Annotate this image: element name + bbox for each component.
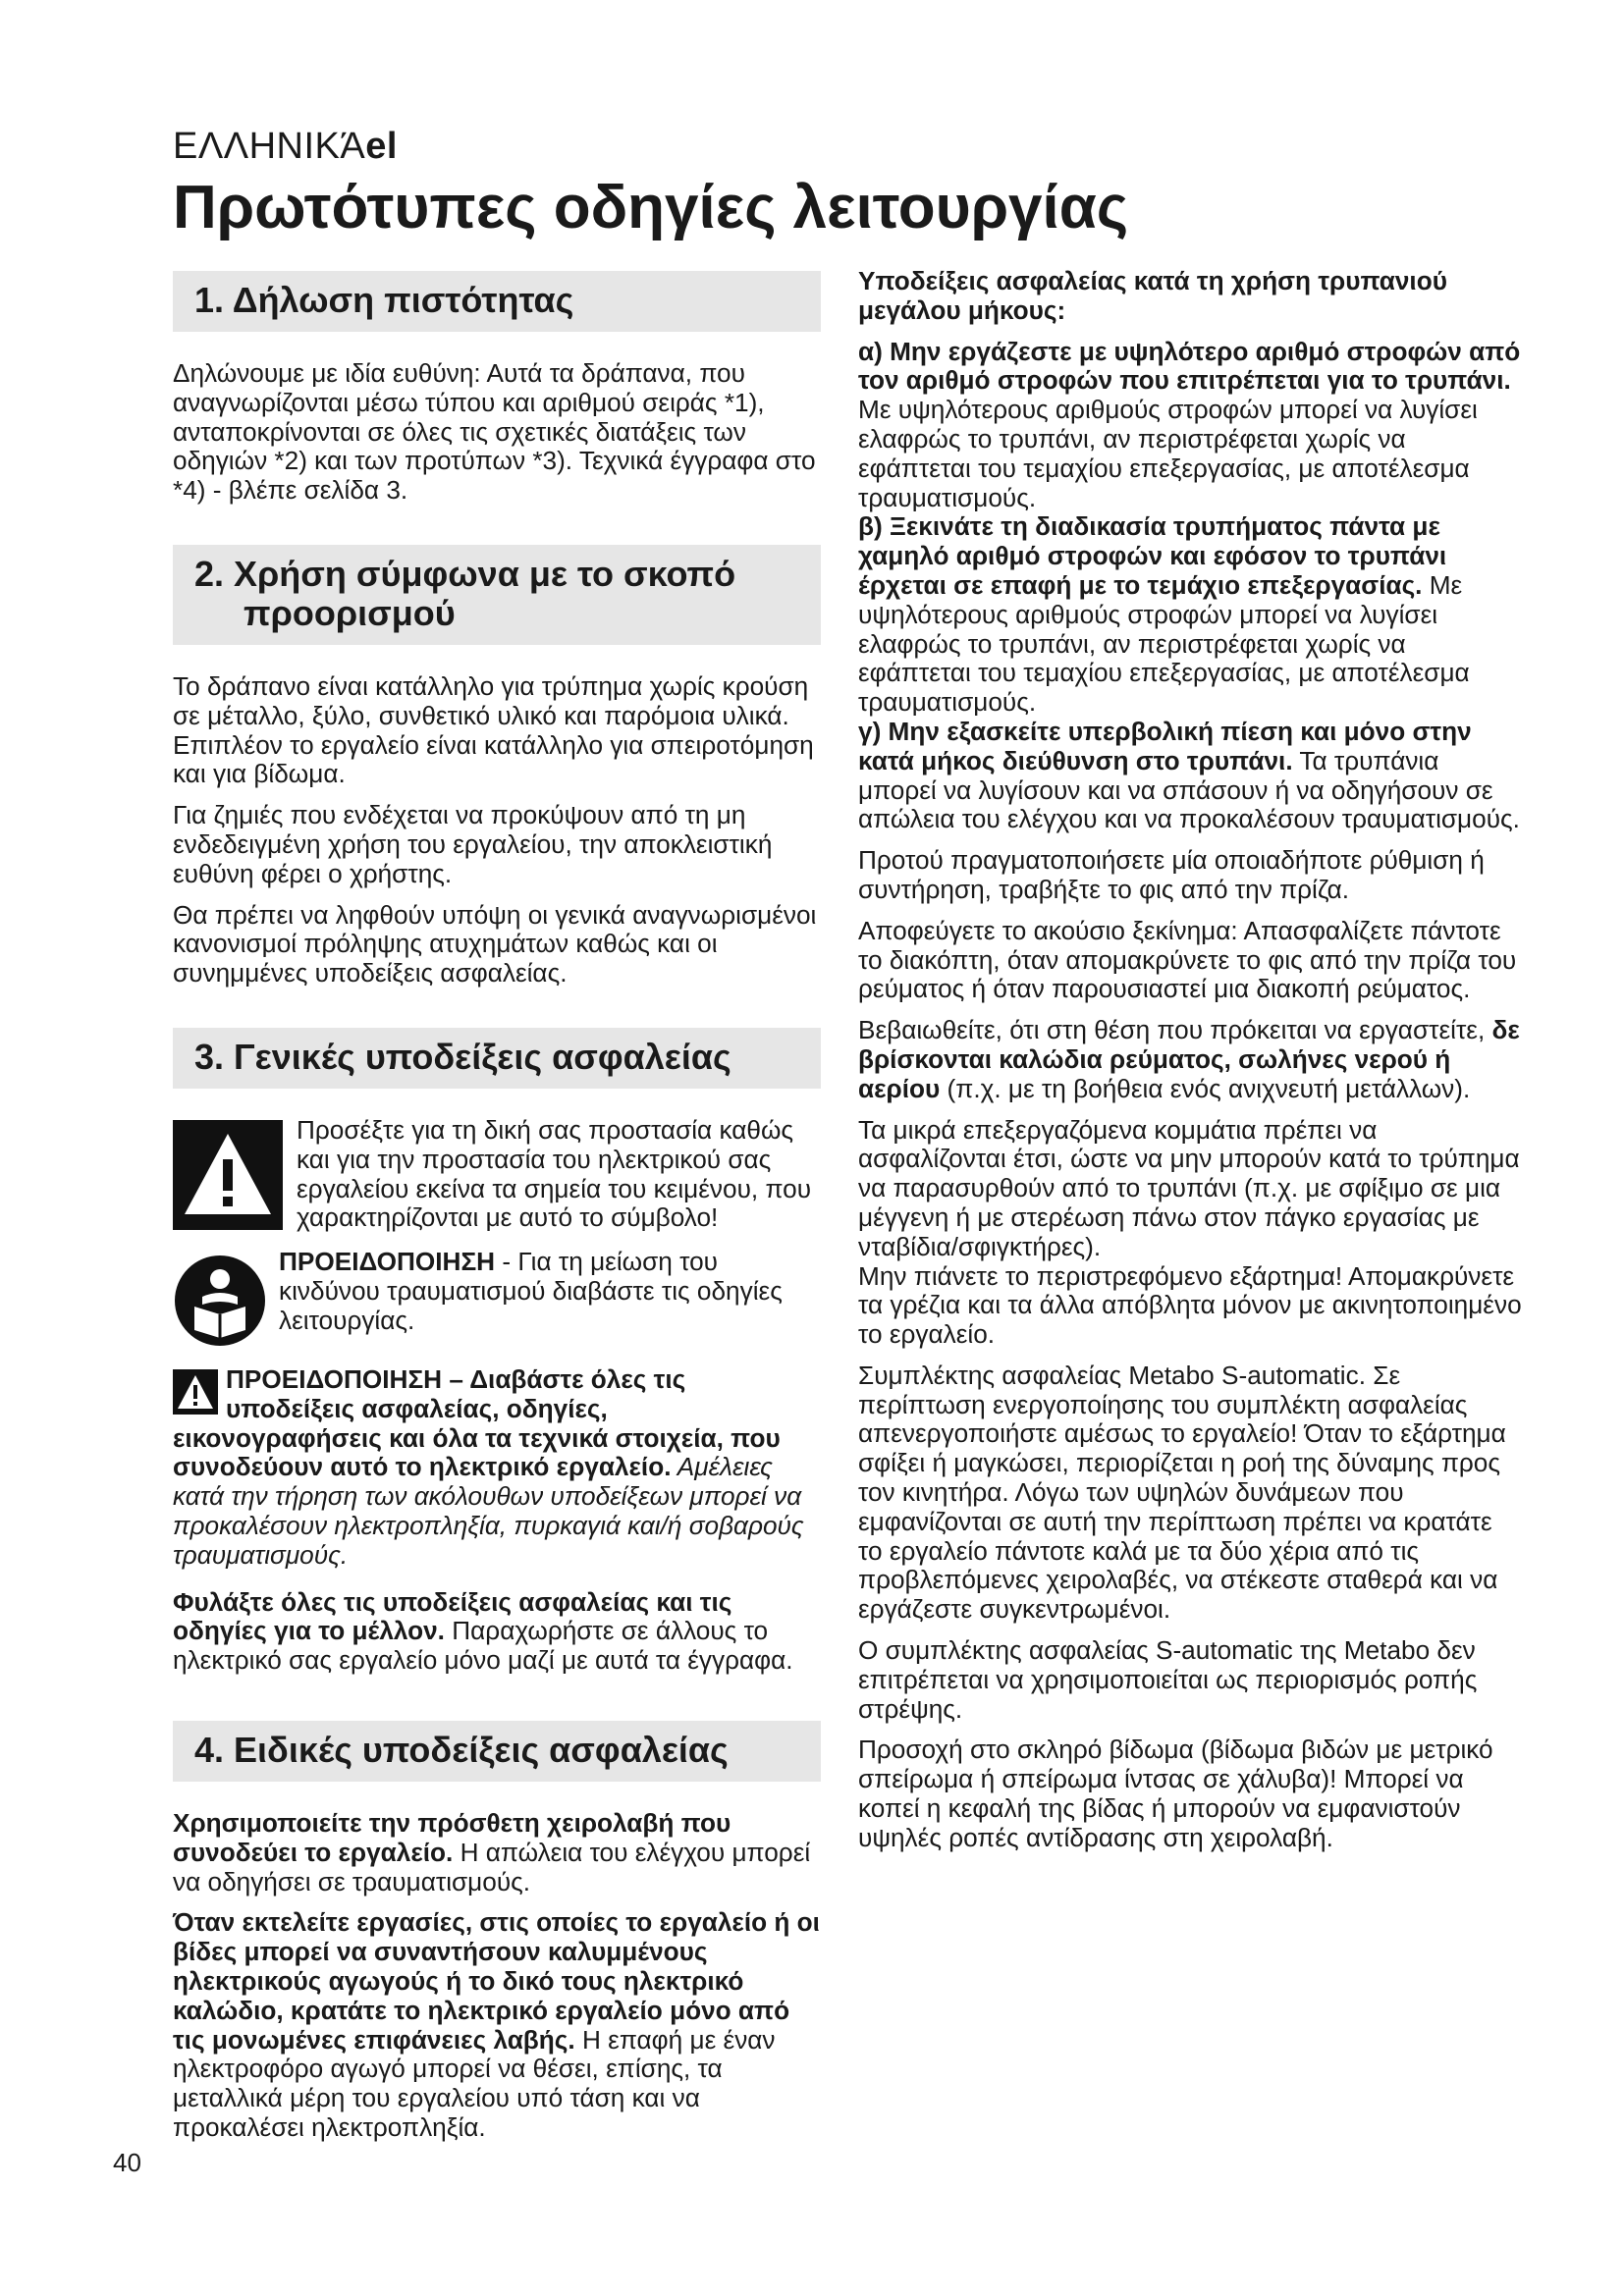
warning-symbol-note: Προσέξτε για τη δική σας προστασία καθώς και για την προστασία του ηλεκτρικού σας εργαλείου εκείνα τα σημεία του κειμένου, που χαρακτηρίζονται με αυτό το σύμβολο! [173,1116,821,1236]
keep-instructions-text: Φυλάξτε όλες τις υποδείξεις ασφαλείας και τις οδηγίες για το μέλλον. Παραχωρήστε σε άλλους το ηλεκτρικό σας εργαλείο μόνο μαζί με αυτά τα έγγραφα. [173,1586,793,1676]
small-warning-triangle-icon [173,1369,218,1415]
clutch-limitation-text: Ο συμπλέκτης ασφαλείας S-automatic της Metabo δεν επιτρέπεται να χρησιμοποιείται ως περιορισμός ροπής στρέψης. [858,1635,1478,1724]
read-all-warning: ΠΡΟΕΙΔΟΠΟΙΗΣΗ – Διαβάστε όλες τις υποδείξεις ασφαλείας, οδηγίες, εικονογραφήσεις και όλα τα τεχνικά στοιχεία, που συνοδεύουν αυτό το ηλεκτρικό εργαλείο. Αμέλειες κατά την τήρηση των ακόλουθων υποδείξεων μπορεί να προκαλέσουν ηλεκτροπληξία, πυρκαγιά και/ή σοβαρούς τραυματισμούς. [173,1364,804,1570]
hard-screwdriving-text: Προσοχή στο σκληρό βίδωμα (βίδωμα βιδών με μετρικό σπείρωμα ή σπείρωμα ίντσας σε χάλυβα)! Μπορεί να κοπεί η κεφαλή της βίδας ή μπορούν να εμφανιστούν υψηλές ροπές αντίδρασης στη χειρολαβή. [858,1735,1493,1852]
small-workpieces-text: Τα μικρά επεξεργαζόμενα κομμάτια πρέπει να ασφαλίζονται έτσι, ώστε να μην μπορούν κατά το τρύπημα να παρασυρθούν από το τρυπάνι (π.χ. με σφίξιμο σε μια μέγγενη ή με στερέωση πάνω στον πάγκο εργασίας με νταβίδια/σφιγκτήρες). [858,1114,1520,1261]
liability-text: Για ζημιές που ενδέχεται να προκύψουν από τη μη ενδεδειγμένη χρήση του εργαλείου, την αποκλειστική ευθύνη φέρει ο χρήστης. [173,800,773,888]
long-bit-heading: Υποδείξεις ασφαλείας κατά τη χρήση τρυπανιού μεγάλου μήκους: [858,266,1447,325]
hidden-lines-text: Βεβαιωθείτε, ότι στη θέση που πρόκειται να εργαστείτε, δε βρίσκονται καλώδια ρεύματος, σωλήνες νερού ή αερίου (π.χ. με τη βοήθεια ενός ανιχνευτή μετάλλων). [858,1015,1520,1103]
unintended-start-text: Αποφεύγετε το ακούσιο ξεκίνημα: Απασφαλίζετε πάντοτε το διακόπτη, όταν απομακρύνετε το φις από την πρίζα του ρεύματος ή όταν παρουσιαστεί μια διακοπή ρεύματος. [858,915,1517,1004]
page-number: 40 [113,2148,141,2177]
section-heading-2: 2. Χρήση σύμφωνα με το σκοπό προορισμού [173,545,821,645]
declaration-text: Δηλώνουμε με ιδία ευθύνη: Αυτά τα δράπανα, που αναγνωρίζονται μέσω τύπου και αριθμού σειράς *1), ανταποκρίνονται σε όλες τις σχετικές διατάξεις των οδηγιών *2) και των προτύπων *3). Τεχνικά έγγραφα στο *4) - βλέπε σελίδα 3. [173,358,816,506]
right-column [858,267,1522,1865]
safety-clutch-text: Συμπλέκτης ασφαλείας Metabo S-automatic. Σε περίπτωση ενεργοποίησης του συμπλέκτη ασφαλείας απενεργοποιήστε αμέσως το εργαλείο! Όταν το εξάρτημα σφίξει ή μαγκώσει, περιορίζεται η ροή της δύναμης προς τον κινητήρα. Λόγω των υψηλών δυνάμεων που εμφανίζονται σε αυτή την περίπτωση πρέπει να κρατάτε το εργαλείο πάντοτε καλά με τα δύο χέρια από τις προβλεπόμενες χειρολαβές, να στέκεστε σταθερά και να εργάζεστε συγκεντρωμένοι. [858,1360,1506,1625]
insulated-grip-text: Όταν εκτελείτε εργασίες, στις οποίες το εργαλείο ή οι βίδες μπορεί να συναντήσουν καλυμμένους ηλεκτρικούς αγωγούς ή το δικό τους ηλεκτρικό καλώδιο, κρατάτε το ηλεκτρικό εργαλείο μόνο από τις μονωμένες επιφάνειες λαβής. Η επαφή με έναν ηλεκτροφόρο αγωγό μπορεί να θέσει, επίσης, τα μεταλλικά μέρη του εργαλείου υπό τάση και να προκαλέσει ηλεκτροπληξία. [173,1907,820,2142]
read-manual-icon [173,1254,267,1348]
long-bit-item-c: γ) Μην εξασκείτε υπερβολική πίεση και μόνο στην κατά μήκος διεύθυνση στο τρυπάνι. Τα τρυπάνια μπορεί να λυγίσουν και να σπάσουν ή να οδηγήσουν σε απώλεια του ελέγχου και να προκαλέσουν τραυματισμούς. [858,716,1520,834]
left-column [173,267,821,2155]
auxiliary-handle-text: Χρησιμοποιείτε την πρόσθετη χειρολαβή που συνοδεύει το εργαλείο. Η απώλεια του ελέγχου μπορεί να οδηγήσει σε τραυματισμούς. [173,1807,811,1896]
warning-triangle-icon [173,1120,283,1230]
unplug-text: Προτού πραγματοποιήσετε μία οποιαδήποτε ρύθμιση ή συντήρηση, τραβήξτε το φις από την πρίζα. [858,845,1485,904]
rotating-part-text: Μην πιάνετε το περιστρεφόμενο εξάρτημα! Απομακρύνετε τα γρέζια και τα άλλα απόβλητα μόνον με ακινητοποιημένο το εργαλείο. [858,1260,1522,1350]
long-bit-item-a: α) Μην εργάζεστε με υψηλότερο αριθμό στροφών από τον αριθμό στροφών που επιτρέπεται για το τρυπάνι. Με υψηλότερους αριθμούς στροφών μπορεί να λυγίσει ελαφρώς το τρυπάνι, αν περιστρέφεται χωρίς να εφάπτεται του τεμαχίου επεξεργασίας, με αποτέλεσμα τραυματισμούς. [858,336,1521,512]
intended-use-text: Το δράπανο είναι κατάλληλο για τρύπημα χωρίς κρούση σε μέταλλο, ξύλο, συνθετικό υλικό και παρόμοια υλικά. Επιπλέον το εργαλείο είναι κατάλληλο για σπειροτόμηση και για βίδωμα. [173,670,814,789]
language-label: ΕΛΛΗΝΙΚΆel [173,126,398,167]
section-heading-3: 3. Γενικές υποδείξεις ασφαλείας [173,1028,821,1089]
regulations-text: Θα πρέπει να ληφθούν υπόψη οι γενικά αναγνωρισμένοι κανονισμοί πρόληψης ατυχημάτων καθώς και οι συνημμένες υποδείξεις ασφαλείας. [173,899,817,988]
page-title: Πρωτότυπες οδηγίες λειτουργίας [173,174,1129,241]
section-heading-4: 4. Ειδικές υποδείξεις ασφαλείας [173,1721,821,1782]
section-heading-1: 1. Δήλωση πιστότητας [173,271,821,332]
long-bit-item-b: β) Ξεκινάτε τη διαδικασία τρυπήματος πάντα με χαμηλό αριθμό στροφών και εφόσον το τρυπάνι έρχεται σε επαφή με το τεμάχιο επεξεργασίας. Με υψηλότερους αριθμούς στροφών μπορεί να λυγίσει ελαφρώς το τρυπάνι, αν περιστρέφεται χωρίς να εφάπτεται του τεμαχίου επεξεργασίας, με αποτέλεσμα τραυματισμούς. [858,511,1470,718]
read-manual-note: ΠΡΟΕΙΔΟΠΟΙΗΣΗ - Για τη μείωση του κινδύνου τραυματισμού διαβάστε τις οδηγίες λειτουργίας. [173,1248,821,1354]
